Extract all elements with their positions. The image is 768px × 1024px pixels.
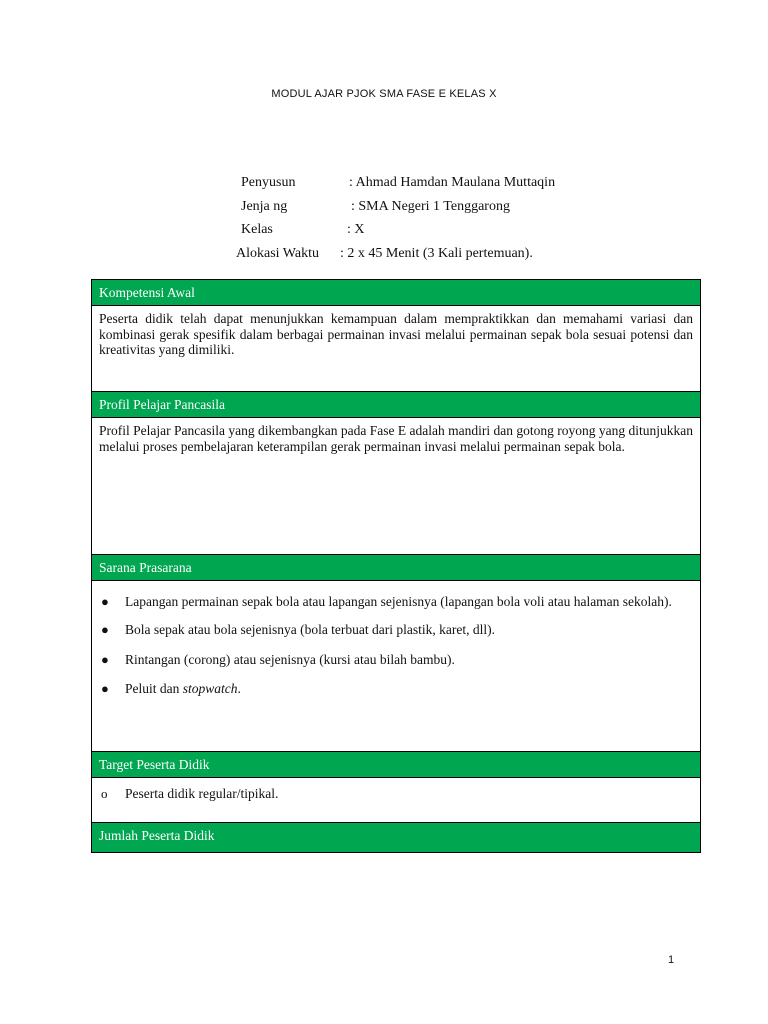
page-number: 1 [668, 954, 675, 966]
list-item [101, 652, 684, 668]
list-item-text: Bola sepak atau bola sejenisnya (bola terbuat dari plastik, karet, dll). [125, 622, 496, 637]
section-header-jumlah: Jumlah Peserta Didik [92, 823, 701, 853]
profil-pelajar-text: Profil Pelajar Pancasila yang dikembangkan pada Fase E adalah mandiri dan gotong royong yang ditunjukkan melalui proses pembelajaran keterampilan gerak permainan invasi melalui permainan sepak bola. [99, 423, 693, 454]
document-title: MODUL AJAR PJOK SMA FASE E KELAS X [271, 88, 497, 100]
section-header-profil-pelajar: Profil Pelajar Pancasila [92, 392, 701, 418]
kompetensi-awal-text: Peserta didik telah dapat menunjukkan kemampuan dalam mempraktikkan dan memahami variasi dan kombinasi gerak spesifik dalam berbagai permainan invasi melalui permainan sepak bola sesuai potensi dan kreativitas yang dimiliki. [99, 311, 693, 357]
list-item-text: Rintangan (corong) atau sejenisnya (kursi atau bilah bambu). [125, 651, 455, 667]
section-body-sarana [92, 581, 701, 752]
target-list [92, 778, 700, 802]
section-body-target [92, 778, 701, 823]
meta-value: : Ahmad Hamdan Maulana Muttaqin [349, 175, 556, 190]
meta-label: Jenja ng [241, 198, 288, 214]
list-item-text-part: Peluit dan [125, 681, 183, 696]
meta-value: : 2 x 45 Menit (3 Kali pertemuan). [340, 245, 533, 261]
meta-row-jenjang [236, 195, 555, 219]
meta-label: Alokasi Waktu [236, 245, 319, 261]
meta-label: Kelas [241, 222, 273, 237]
list-item-text: Lapangan permainan sepak bola atau lapangan sejenisnya (lapangan bola voli atau halaman sekolah). [125, 594, 672, 609]
list-item-text [125, 681, 684, 697]
document-meta [236, 171, 555, 265]
list-item [101, 681, 684, 697]
list-item [101, 591, 684, 613]
module-table [91, 279, 701, 853]
list-item-text: Peserta didik regular/tipikal. [125, 786, 279, 801]
bullet-icon: ● [101, 594, 109, 609]
section-body-profil-pelajar [92, 418, 701, 555]
meta-row-alokasi [236, 242, 555, 266]
bullet-icon: ● [101, 651, 109, 667]
list-item-text-part: . [237, 681, 241, 696]
section-header-kompetensi-awal: Kompetensi Awal [92, 280, 701, 306]
section-header-target: Target Peserta Didik [92, 752, 701, 778]
meta-label: Penyusun [241, 175, 296, 190]
meta-value: : SMA Negeri 1 Tenggarong [351, 198, 510, 214]
bullet-icon: o [101, 786, 108, 801]
bullet-icon: ● [101, 622, 109, 637]
list-item [101, 622, 684, 638]
list-item-italic-text: stopwatch [182, 681, 238, 696]
sarana-list [92, 581, 700, 697]
section-body-kompetensi-awal [92, 306, 701, 392]
list-item [101, 786, 684, 802]
meta-row-kelas [236, 218, 555, 242]
meta-row-penyusun [236, 171, 555, 195]
meta-value: : X [347, 222, 365, 237]
bullet-icon: ● [101, 681, 109, 696]
section-header-sarana: Sarana Prasarana [92, 555, 701, 581]
